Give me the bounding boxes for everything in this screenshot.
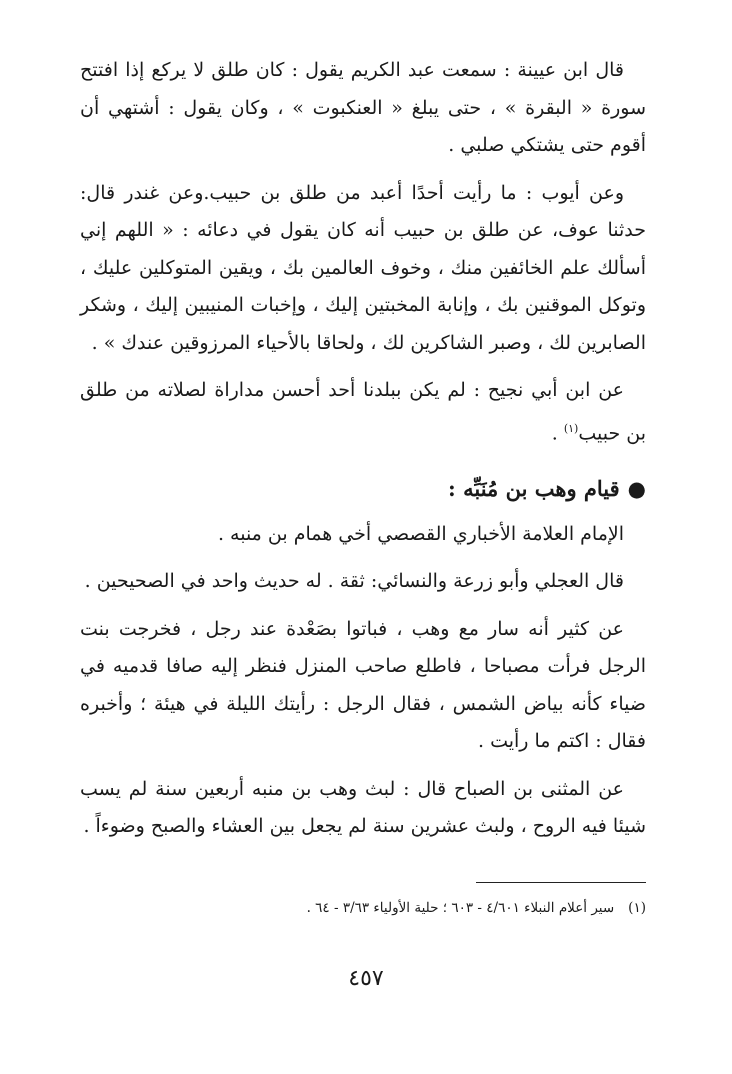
section-heading-text: قيام وهب بن مُنَبِّه : (448, 476, 620, 502)
footnote-divider (476, 882, 646, 883)
paragraph-ayyub: وعن أيوب : ما رأيت أحدًا أعبد من طلق بن حبيب.وعن غندر قال: حدثنا عوف، عن طلق بن حبيب أنه كان يقول في دعائه : « اللهم إني أسألك علم الخائفين منك ، وخوف العالمين بك ، ويقين المتوكلين عليك ، وتوكل الموقنين بك ، وإنابة المخبتين إليك ، وإخبات المنيبين إليك ، وشكر الصابرين لك ، وصبر الشاكرين لك ، ولحاقا بالأحياء المرزوقين عندك » . (80, 181, 646, 354)
footnote-reference: (١) (563, 421, 579, 435)
page-number: ٤٥٧ (348, 966, 384, 991)
paragraph-ijli: قال العجلي وأبو زرعة والنسائي: ثقة . له حديث واحد في الصحيحين . (84, 570, 624, 593)
bullet-icon: ● (627, 476, 646, 502)
paragraph-ibn-uyayna: قال ابن عيينة : سمعت عبد الكريم يقول : كان طلق لا يركع إذا افتتح سورة « البقرة » ، حتى يبلغ « العنكبوت » ، وكان يقول : أشتهي أن أقوم حتى يشتكي صلبي . (80, 59, 646, 156)
paragraph-muthanna: عن المثنى بن الصباح قال : لبث وهب بن منبه أربعين سنة لم يسب شيئا فيه الروح ، ولبث عشرين سنة لم يجعل بين العشاء والصبح وضوءاً . (80, 777, 646, 838)
paragraph-end-mark: . (551, 421, 564, 444)
paragraph-imam: الإمام العلامة الأخباري القصصي أخي همام بن منبه . (217, 522, 624, 545)
footnote (80, 898, 646, 918)
section-heading (80, 470, 646, 508)
footnote-number: (١) (628, 900, 646, 916)
paragraph-kathir: عن كثير أنه سار مع وهب ، فباتوا بصَعْدة عند رجل ، فخرجت بنت الرجل فرأت مصباحا ، فاطلع صاحب المنزل فنظر إليه صافا قدميه في ضياء كأنه بياض الشمس ، فقال الرجل : رأيتك الليلة في هيئة ؛ وأخبره فقال : اكتم ما رأيت . (80, 617, 647, 753)
main-text (80, 52, 646, 856)
paragraph-ibn-abi-najih-text: عن ابن أبي نجيح : لم يكن ببلدنا أحد أحسن مداراة لصلاته من طلق بن حبيب (80, 379, 646, 444)
paragraph-ibn-abi-najih (80, 372, 646, 452)
footnote-text: سير أعلام النبلاء ٤/٦٠١ - ٦٠٣ ؛ حلية الأولياء ٣/٦٣ - ٦٤ . (306, 900, 615, 916)
